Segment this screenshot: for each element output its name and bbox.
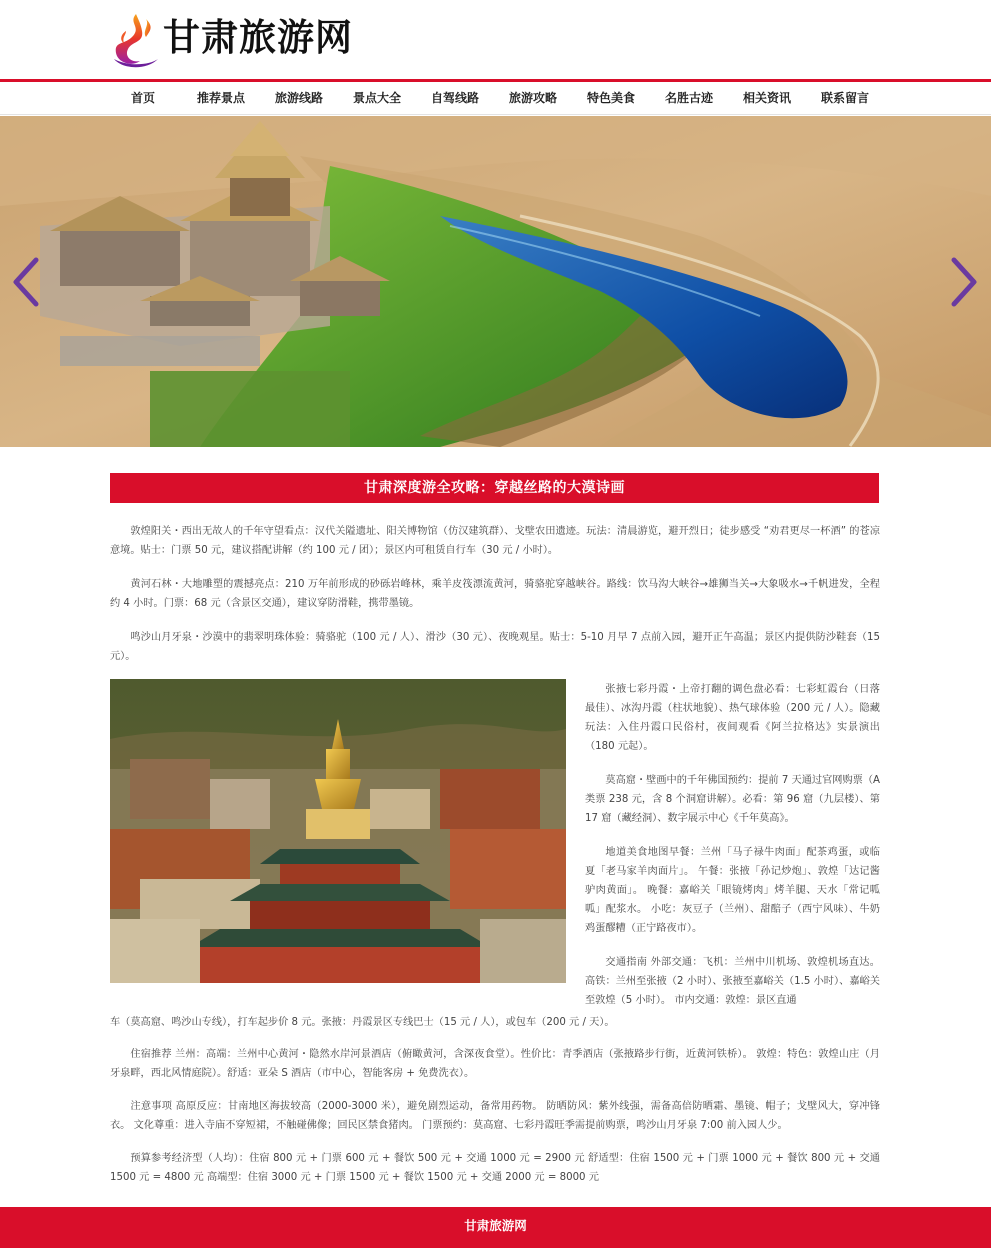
article-photo	[110, 679, 566, 983]
nav-item-news[interactable]: 相关资讯	[742, 91, 791, 105]
nav-item-home[interactable]: 首页	[130, 91, 155, 105]
nav-item-local-food[interactable]: 特色美食	[586, 91, 635, 105]
article-paragraph: 黄河石林・大地雕塑的震撼亮点：210 万年前形成的砂砾岩峰林，乘羊皮筏漂流黄河，骑骆驼穿越峡谷。路线：饮马沟大峡谷→雄狮当关→大象吸水→千帆进发，全程约 4 小时。门票：68 元（含景区交通），建议穿防滑鞋，携带墨镜。	[110, 579, 880, 609]
hero-banner[interactable]	[0, 116, 991, 447]
nav-item-self-drive[interactable]: 自驾线路	[430, 91, 479, 105]
article-paragraph: 车（莫高窟、鸣沙山专线），打车起步价 8 元。张掖：丹霞景区专线巴士（15 元 / 人），或包车（200 元 / 天）。	[110, 1017, 615, 1028]
article-paragraph: 张掖七彩丹霞・上帝打翻的调色盘必看：七彩虹霞台（日落最佳）、冰沟丹霞（柱状地貌）、热气球体验（200 元 / 人）。隐藏玩法：入住丹霞口民俗村，夜间观看《阿兰拉格达》实景演出（180 元起）。	[585, 684, 880, 752]
article-paragraph: 鸣沙山月牙泉・沙漠中的翡翠明珠体验：骑骆驼（100 元 / 人）、滑沙（30 元）、夜晚观星。贴士：5-10 月早 7 点前入园，避开正午高温；景区内提供防沙鞋套（15 元）。	[110, 632, 880, 662]
chevron-left-icon[interactable]	[8, 256, 42, 308]
article-title: 甘肃深度游全攻略：穿越丝路的大漠诗画	[110, 473, 879, 503]
article-paragraph: 敦煌阳关・西出无故人的千年守望看点：汉代关隘遗址、阳关博物馆（仿汉建筑群）、戈壁农田遗迹。玩法：清晨游览，避开烈日；徒步感受 “劝君更尽一杯酒” 的苍凉意境。贴士：门票 50 元，建议搭配讲解（约 100 元 / 团）；景区内可租赁自行车（30 元 / 小时）。	[110, 526, 880, 556]
article-paragraph: 莫高窟・壁画中的千年佛国预约：提前 7 天通过官网购票（A 类票 238 元，含 8 个洞窟讲解）。必看：第 96 窟（九层楼）、第 17 窟（藏经洞）、数字展示中心《千年莫高》。	[585, 775, 881, 824]
nav-item-travel-routes[interactable]: 旅游线路	[274, 91, 323, 105]
nav-item-recommended-spots[interactable]: 推荐景点	[196, 91, 245, 105]
chevron-right-icon[interactable]	[948, 256, 982, 308]
nav-item-travel-guide[interactable]: 旅游攻略	[508, 91, 557, 105]
main-nav	[0, 82, 991, 115]
article-paragraph: 注意事项 高原反应：甘南地区海拔较高（2000-3000 米），避免剧烈运动，备常用药物。 防晒防风：紫外线强，需备高倍防晒霜、墨镜、帽子；戈壁风大，穿冲锋衣。 文化尊重：进入寺庙不穿短裙，不触碰佛像；回民区禁食猪肉。 门票预约：莫高窟、七彩丹霞旺季需提前购票，鸣沙山月牙泉 7:00 前入园人少。	[110, 1101, 880, 1131]
article-paragraph: 预算参考经济型（人均）：住宿 800 元 + 门票 600 元 + 餐饮 500 元 + 交通 1000 元 = 2900 元 舒适型：住宿 1500 元 + 门票 1000 元 + 餐饮 800 元 + 交通 1500 元 = 4800 元 高端型：住宿 3000 元 + 门票 1500 元 + 餐饮 1500 元 + 交通 2000 元 = 8000 元	[110, 1153, 880, 1183]
nav-item-historic-sites[interactable]: 名胜古迹	[664, 91, 713, 105]
site-footer: 甘肃旅游网	[0, 1207, 991, 1248]
monastery-image	[110, 679, 566, 983]
nav-item-contact[interactable]: 联系留言	[820, 91, 869, 105]
article-paragraph: 交通指南 外部交通：飞机：兰州中川机场、敦煌机场直达。高铁：兰州至张掖（2 小时）、张掖至嘉峪关（1.5 小时）、嘉峪关至敦煌（5 小时）。 市内交通：敦煌：景区直通	[585, 957, 880, 1006]
article-paragraph: 地道美食地图早餐：兰州「马子禄牛肉面」配茶鸡蛋，或临夏「老马家羊肉面片」。 午餐：张掖「孙记炒炮」、敦煌「达记酱驴肉黄面」。 晚餐：嘉峪关「眼镜烤肉」烤羊腿、天水「常记呱呱」配浆水。 小吃：灰豆子（兰州）、甜醅子（西宁风味）、牛奶鸡蛋醪糟（正宁路夜市）。	[585, 847, 880, 934]
flame-logo-icon[interactable]	[106, 11, 166, 71]
site-header	[0, 0, 991, 80]
article-paragraph: 住宿推荐 兰州：高端：兰州中心黄河・隐然水岸河景酒店（俯瞰黄河，含深夜食堂）。性价比：青季酒店（张掖路步行街，近黄河铁桥）。 敦煌：特色：敦煌山庄（月牙泉畔，西北风情庭院）。舒适：亚朵 S 酒店（市中心，智能客房 + 免费洗衣）。	[110, 1049, 880, 1079]
banner-image	[0, 116, 991, 447]
nav-item-all-spots[interactable]: 景点大全	[352, 91, 401, 105]
site-title[interactable]: 甘肃旅游网	[163, 16, 353, 59]
